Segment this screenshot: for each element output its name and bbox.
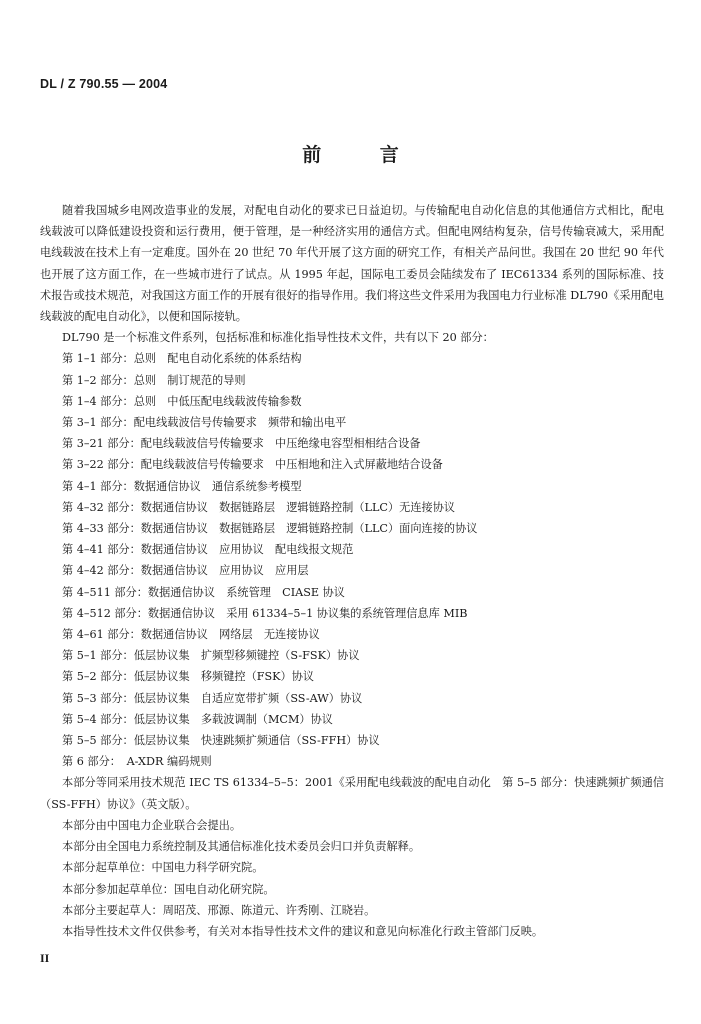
page-number: II bbox=[40, 951, 50, 965]
document-id: DL / Z 790.55 — 2004 bbox=[40, 77, 168, 91]
part-item: 第 4–512 部分：数据通信协议 采用 61334–5–1 协议集的系统管理信息库 MIB bbox=[62, 606, 468, 620]
part-item: 第 5–2 部分：低层协议集 移频键控（FSK）协议 bbox=[62, 670, 315, 684]
part-item: 第 5–5 部分：低层协议集 快速跳频扩频通信（SS-FFH）协议 bbox=[62, 734, 380, 748]
part-item: 第 1–4 部分：总则 中低压配电线载波传输参数 bbox=[62, 394, 302, 408]
part-item: 第 6 部分： A-XDR 编码规则 bbox=[62, 755, 212, 769]
note-feedback: 本指导性技术文件仅供参考，有关对本指导性技术文件的建议和意见向标准化行政主管部门反映。 bbox=[62, 924, 544, 938]
note-proposer: 本部分由中国电力企业联合会提出。 bbox=[62, 818, 242, 832]
note-drafters: 本部分主要起草人：周昭茂、邢源、陈道元、许秀刚、江晓岩。 bbox=[62, 903, 376, 917]
note-custodian: 本部分由全国电力系统控制及其通信标准化技术委员会归口并负责解释。 bbox=[62, 840, 421, 854]
intro-paragraph: 随着我国城乡电网改造事业的发展，对配电自动化的要求已日益迫切。与传输配电自动化信息的其他通信方式相比，配电线载波可以降低建设投资和运行费用，便于管理，是一种经济实用的通信方式。但配电网结构复杂，信号传输衰减大，采用配电线载波在技术上有一定难度。国外在 20 世纪 70 年代开展了这方面的研究工作，有相关产品问世。我国在 20 世纪 90 年代也开展了这方面工作，在一些城市进行了试点。从 1995 年起，国际电工委员会陆续发布了 IEC61334 系列的国际标准、技术报告或技术规范，对我国这方面工作的开展有很好的指导作用。我们将这些文件采用为我国电力行业标准 DL790《采用配电线载波的配电自动化》，以便和国际接轨。 bbox=[40, 204, 664, 324]
part-item: 第 5–3 部分：低层协议集 自适应宽带扩频（SS-AW）协议 bbox=[62, 691, 363, 705]
part-item: 第 4–42 部分：数据通信协议 应用协议 应用层 bbox=[62, 564, 309, 578]
page-title: 前 言 bbox=[302, 144, 425, 166]
part-item: 第 4–1 部分：数据通信协议 通信系统参考模型 bbox=[62, 479, 302, 493]
part-item: 第 5–1 部分：低层协议集 扩频型移频键控（S-FSK）协议 bbox=[62, 649, 360, 663]
part-item: 第 1–1 部分：总则 配电自动化系统的体系结构 bbox=[62, 352, 302, 366]
parts-list bbox=[40, 348, 664, 772]
part-item: 第 4–32 部分：数据通信协议 数据链路层 逻辑链路控制（LLC）无连接协议 bbox=[62, 500, 456, 514]
part-item: 第 3–1 部分：配电线载波信号传输要求 频带和输出电平 bbox=[62, 416, 347, 430]
part-item: 第 5–4 部分：低层协议集 多载波调制（MCM）协议 bbox=[62, 712, 333, 726]
part-item: 第 4–61 部分：数据通信协议 网络层 无连接协议 bbox=[62, 628, 320, 642]
part-item: 第 4–33 部分：数据通信协议 数据链路层 逻辑链路控制（LLC）面向连接的协议 bbox=[62, 522, 478, 536]
part-item: 第 4–41 部分：数据通信协议 应用协议 配电线报文规范 bbox=[62, 543, 354, 557]
series-intro: DL790 是一个标准文件系列，包括标准和标准化指导性技术文件，共有以下 20 部分： bbox=[62, 331, 494, 345]
part-item: 第 1–2 部分：总则 制订规范的导则 bbox=[62, 373, 246, 387]
adoption-statement: 本部分等同采用技术规范 IEC TS 61334–5–5：2001《采用配电线载波的配电自动化 第 5–5 部分：快速跳频扩频通信（SS-FFH）协议》（英文版）。 bbox=[40, 776, 664, 811]
note-participating-unit: 本部分参加起草单位：国电自动化研究院。 bbox=[62, 882, 275, 896]
part-item: 第 4–511 部分：数据通信协议 系统管理 CIASE 协议 bbox=[62, 585, 345, 599]
note-drafting-unit: 本部分起草单位：中国电力科学研究院。 bbox=[62, 861, 264, 875]
part-item: 第 3–21 部分：配电线载波信号传输要求 中压绝缘电容型相相结合设备 bbox=[62, 437, 421, 451]
foreword-body bbox=[40, 200, 664, 942]
part-item: 第 3–22 部分：配电线载波信号传输要求 中压相地和注入式屏蔽地结合设备 bbox=[62, 458, 443, 472]
